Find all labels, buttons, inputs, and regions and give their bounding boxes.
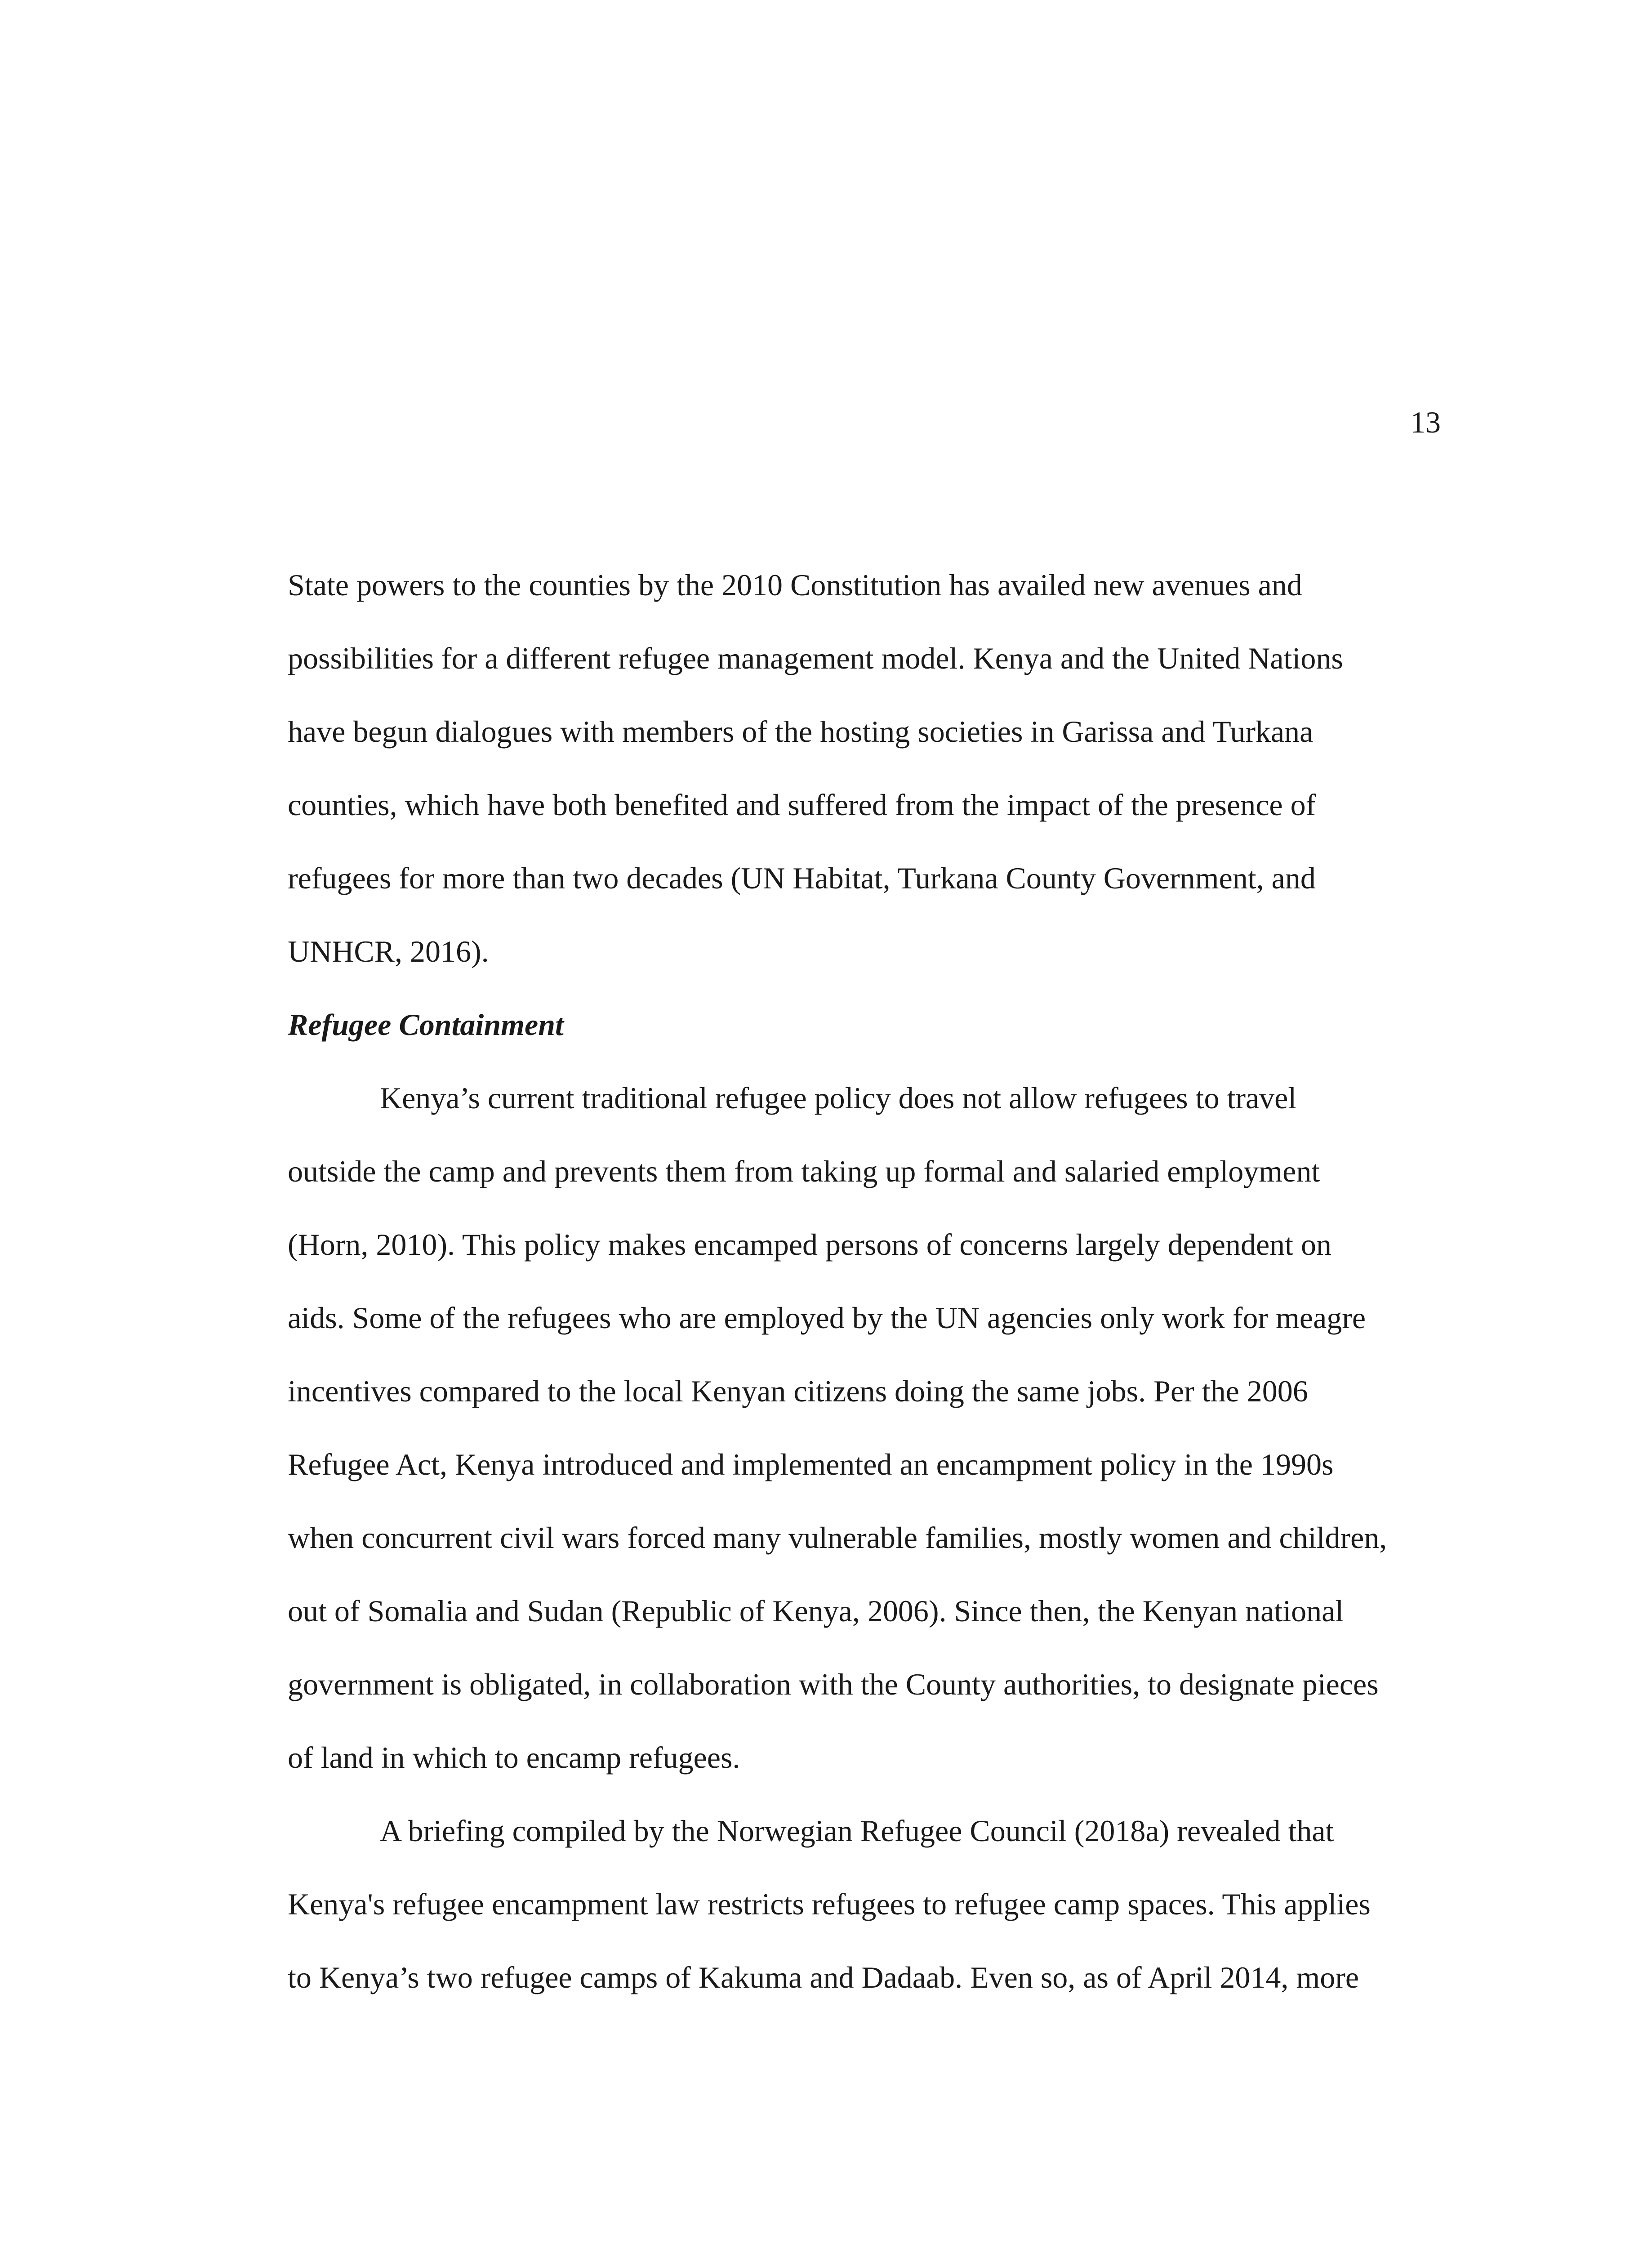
- text-line: UNHCR, 2016).: [288, 934, 489, 968]
- section-heading: Refugee Containment: [288, 1008, 564, 1042]
- text-line: out of Somalia and Sudan (Republic of Kenya, 2006). Since then, the Kenyan national: [288, 1594, 1344, 1628]
- text-line: (Horn, 2010). This policy makes encamped persons of concerns largely dependent on: [288, 1227, 1332, 1262]
- text-line: Kenya’s current traditional refugee policy does not allow refugees to travel: [380, 1081, 1297, 1115]
- text-line: when concurrent civil wars forced many vulnerable families, mostly women and children,: [288, 1521, 1387, 1555]
- text-line: Kenya's refugee encampment law restricts refugees to refugee camp spaces. This applies: [288, 1887, 1371, 1921]
- text-line: incentives compared to the local Kenyan citizens doing the same jobs. Per the 2006: [288, 1374, 1308, 1408]
- paragraph-containment: [288, 1062, 1438, 1794]
- text-line: aids. Some of the refugees who are employed by the UN agencies only work for meagre: [288, 1301, 1366, 1335]
- text-line: refugees for more than two decades (UN Habitat, Turkana County Government, and: [288, 861, 1316, 895]
- text-line: Refugee Act, Kenya introduced and implemented an encampment policy in the 1990s: [288, 1447, 1334, 1481]
- text-line: possibilities for a different refugee management model. Kenya and the United Nations: [288, 641, 1343, 675]
- text-line: A briefing compiled by the Norwegian Refugee Council (2018a) revealed that: [380, 1814, 1334, 1848]
- page-number: 13: [1410, 405, 1441, 439]
- text-line: have begun dialogues with members of the hosting societies in Garissa and Turkana: [288, 714, 1314, 749]
- text-line: of land in which to encamp refugees.: [288, 1740, 740, 1775]
- text-line: outside the camp and prevents them from taking up formal and salaried employment: [288, 1154, 1320, 1188]
- document-body: [288, 549, 1438, 2014]
- paragraph-constitution: [288, 549, 1438, 988]
- text-line: government is obligated, in collaboration with the County authorities, to designate pieces: [288, 1667, 1379, 1701]
- text-line: State powers to the counties by the 2010 Constitution has availed new avenues and: [288, 568, 1302, 602]
- text-line: to Kenya’s two refugee camps of Kakuma and Dadaab. Even so, as of April 2014, more: [288, 1960, 1359, 1994]
- text-line: counties, which have both benefited and suffered from the impact of the presence of: [288, 788, 1316, 822]
- paragraph-briefing: [288, 1794, 1438, 2014]
